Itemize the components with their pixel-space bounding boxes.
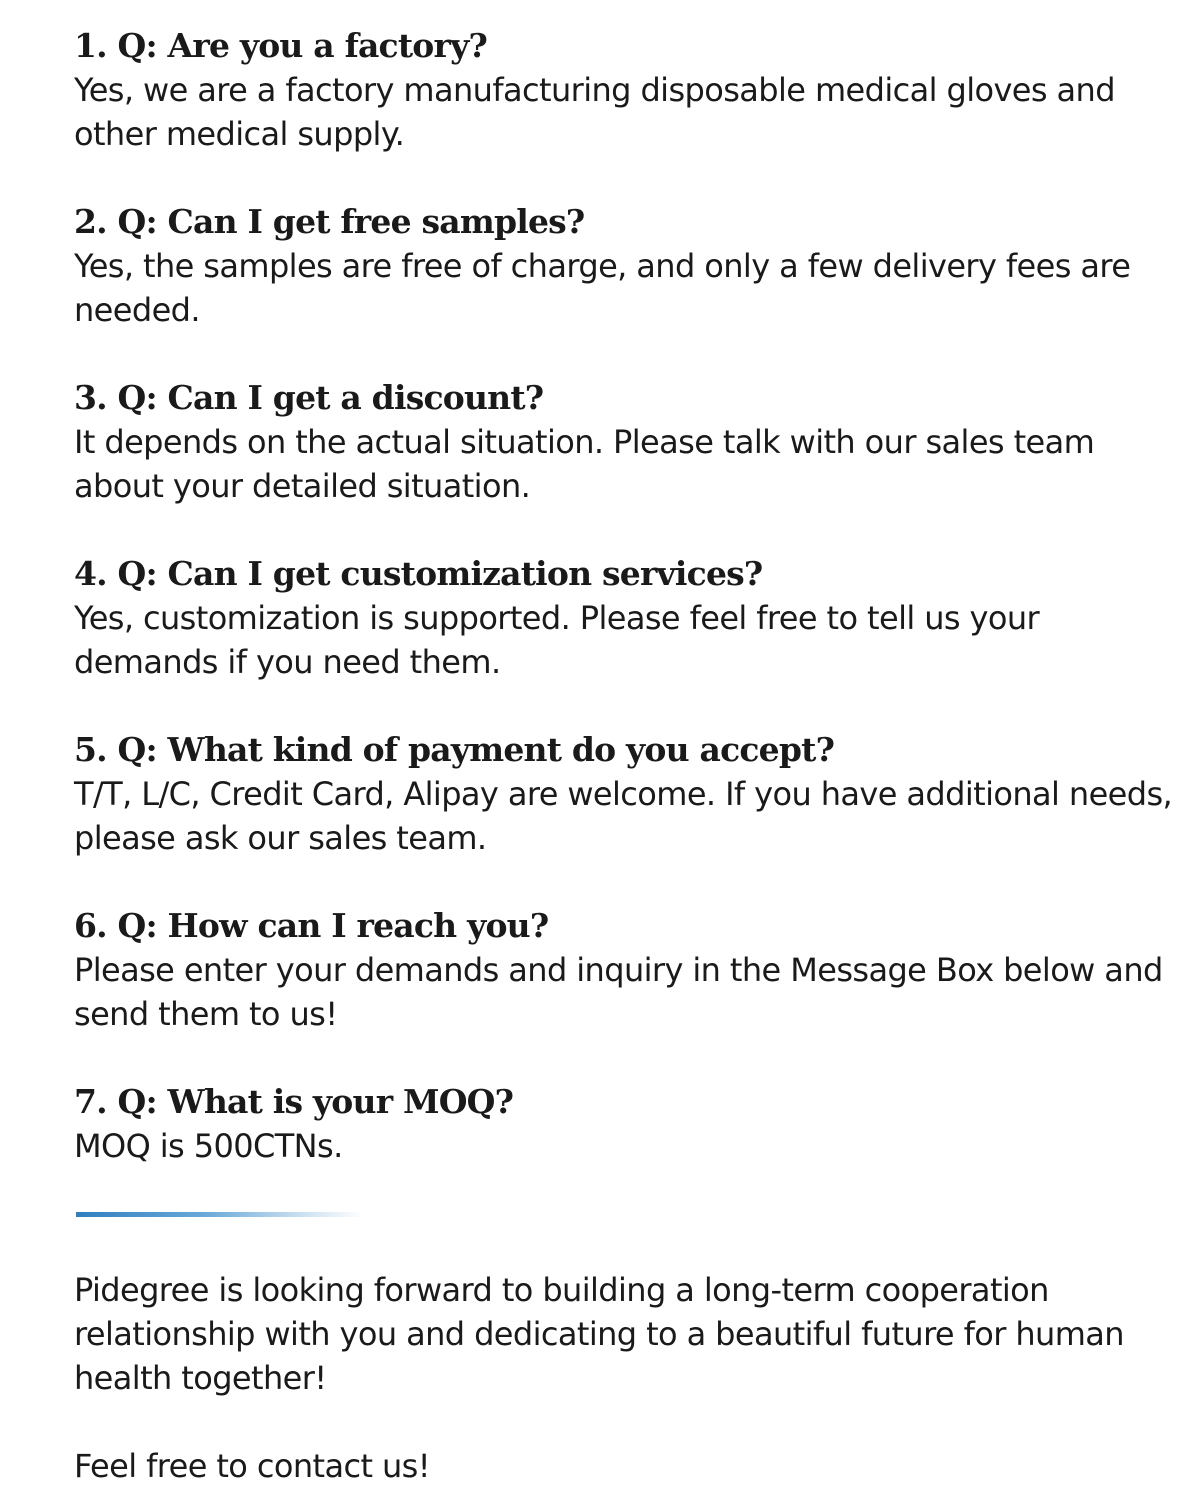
faq-answer: Yes, the samples are free of charge, and only a few delivery fees are needed. <box>74 247 1131 329</box>
faq-item-6 <box>74 904 1174 1036</box>
faq-question: 1. Q: Are you a factory? <box>74 26 487 65</box>
faq-question: 4. Q: Can I get customization services? <box>74 554 763 593</box>
faq-answer: It depends on the actual situation. Please talk with our sales team about your detailed situation. <box>74 423 1095 505</box>
gradient-divider <box>76 1212 364 1217</box>
faq-item-3 <box>74 376 1174 508</box>
faq-item-2 <box>74 200 1174 332</box>
faq-page <box>74 24 1174 1488</box>
closing-message: Pidegree is looking forward to building a long-term cooperation relationship with you and dedicating to a beautiful future for human health together! <box>74 1271 1124 1397</box>
contact-invitation: Feel free to contact us! <box>74 1447 430 1485</box>
faq-answer: MOQ is 500CTNs. <box>74 1127 343 1165</box>
faq-answer: T/T, L/C, Credit Card, Alipay are welcome. If you have additional needs, please ask our sales team. <box>74 775 1173 857</box>
faq-answer: Yes, customization is supported. Please feel free to tell us your demands if you need them. <box>74 599 1040 681</box>
faq-item-4 <box>74 552 1174 684</box>
faq-question: 2. Q: Can I get free samples? <box>74 202 585 241</box>
faq-question: 3. Q: Can I get a discount? <box>74 378 544 417</box>
faq-question: 5. Q: What kind of payment do you accept? <box>74 730 835 769</box>
faq-answer: Please enter your demands and inquiry in the Message Box below and send them to us! <box>74 951 1163 1033</box>
faq-question: 7. Q: What is your MOQ? <box>74 1082 514 1121</box>
faq-question: 6. Q: How can I reach you? <box>74 906 549 945</box>
faq-item-5 <box>74 728 1174 860</box>
faq-item-7 <box>74 1080 1174 1168</box>
faq-answer: Yes, we are a factory manufacturing disposable medical gloves and other medical supply. <box>74 71 1115 153</box>
faq-item-1 <box>74 24 1174 156</box>
